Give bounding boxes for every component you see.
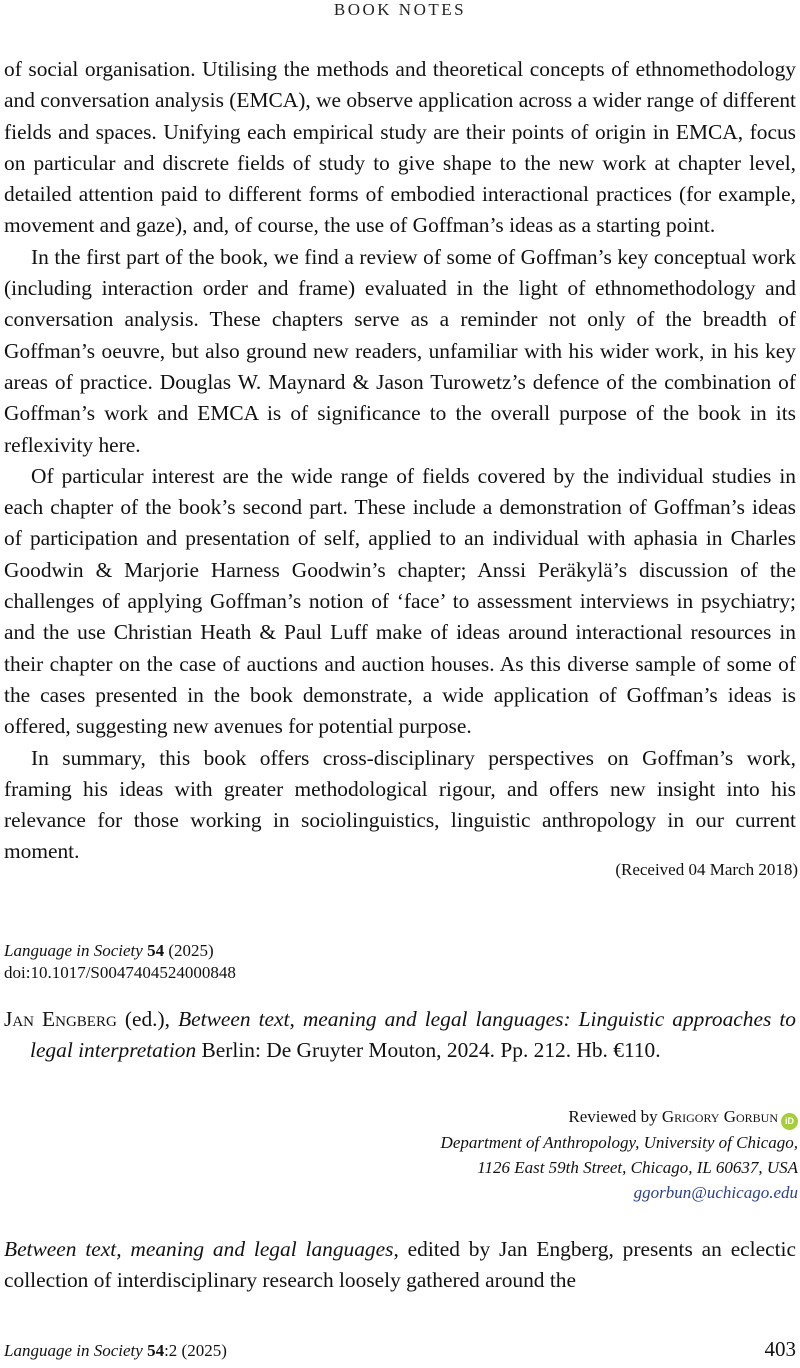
review-2-text: , edited by Jan Engberg, presents an eclectic collection of interdisciplinary research loosely gathered around the: [4, 1237, 796, 1293]
reviewer-email[interactable]: ggorbun@uchicago.edu: [633, 1183, 798, 1202]
footer-journal: Language in Society: [4, 1341, 143, 1360]
journal-year: (2025): [168, 941, 214, 960]
reviewer-address: 1126 East 59th Street, Chicago, IL 60637, USA: [477, 1158, 798, 1177]
book-editor-note: (ed.),: [124, 1007, 170, 1031]
review-2-title: Between text, meaning and legal languages: [4, 1237, 394, 1261]
orcid-icon[interactable]: iD: [781, 1113, 798, 1130]
book-author: Jan Engberg: [4, 1007, 117, 1031]
journal-reference: [4, 940, 236, 984]
book-citation: [4, 1004, 796, 1067]
paragraph-1: of social organisation. Utilising the methods and theoretical concepts of ethnomethodology and conversation analysis (EMCA), we observe application across a wider range of different fields and spaces. Unifying each empirical study are their points of origin in EMCA, focus on particular and discrete fields of study to give shape to the new work at chapter level, detailed attention paid to different forms of embodied interactional practices (for example, movement and gaze), and, of course, the use of Goffman’s ideas as a starting point.: [4, 57, 796, 238]
reviewer-prefix: Reviewed by: [568, 1107, 658, 1126]
book-title: Between text, meaning and legal languages: Linguistic approaches to legal interpretation: [30, 1007, 796, 1063]
review-2-paragraph: [4, 1234, 796, 1297]
page-footer: [4, 1337, 796, 1362]
running-head: BOOK NOTES: [333, 0, 467, 19]
book-publisher: Berlin: De Gruyter Mouton, 2024. Pp. 212. Hb. €110.: [201, 1038, 661, 1063]
doi-link[interactable]: doi:10.1017/S0047404524000848: [4, 963, 236, 982]
reviewer-department: Department of Anthropology, University of Chicago,: [440, 1133, 798, 1152]
journal-name: Language in Society: [4, 941, 143, 960]
review-2-body: [4, 1234, 796, 1297]
paragraph-3: Of particular interest are the wide range of fields covered by the individual studies in each chapter of the book’s second part. These include a demonstration of Goffman’s ideas of participation and presentation of self, applied to an individual with aphasia in Charles Goodwin & Marjorie Harness Goodwin’s chapter; Anssi Peräkylä’s discussion of the challenges of applying Goffman’s notion of ‘face’ to assessment interviews in psychiatry; and the use Christian Heath & Paul Luff make of ideas around interactional resources in their chapter on the case of auctions and auction houses. As this diverse sample of some of the cases presented in the book demonstrate, a wide application of Goffman’s ideas is offered, suggesting new avenues for potential purpose.: [4, 463, 796, 739]
reviewer-name: Grigory Gorbun: [661, 1107, 778, 1126]
journal-volume: 54: [147, 941, 165, 960]
paragraph-4: In summary, this book offers cross-disciplinary perspectives on Goffman’s work, framing his ideas with greater methodological rigour, and offers new insight into his relevance for those working in sociolinguistics, linguistic anthropology in our current moment.: [4, 745, 796, 864]
paragraph-2: In the first part of the book, we find a review of some of Goffman’s key conceptual work (including interaction order and frame) evaluated in the light of ethnomethodology and conversation analysis. These chapters serve as a reminder not only of the breadth of Goffman’s oeuvre, but also ground new readers, unfamiliar with his wider work, in his key areas of practice. Douglas W. Maynard & Jason Turowetz’s defence of the combination of Goffman’s work and EMCA is of significance to the overall purpose of the book in its reflexivity here.: [4, 244, 796, 457]
reviewer-block: [441, 1104, 798, 1205]
review-body: [4, 54, 796, 868]
page-number: 403: [764, 1337, 796, 1361]
footer-issue: :2 (2025): [164, 1341, 227, 1360]
footer-volume: 54: [147, 1341, 165, 1360]
received-date: (Received 04 March 2018): [615, 860, 798, 879]
